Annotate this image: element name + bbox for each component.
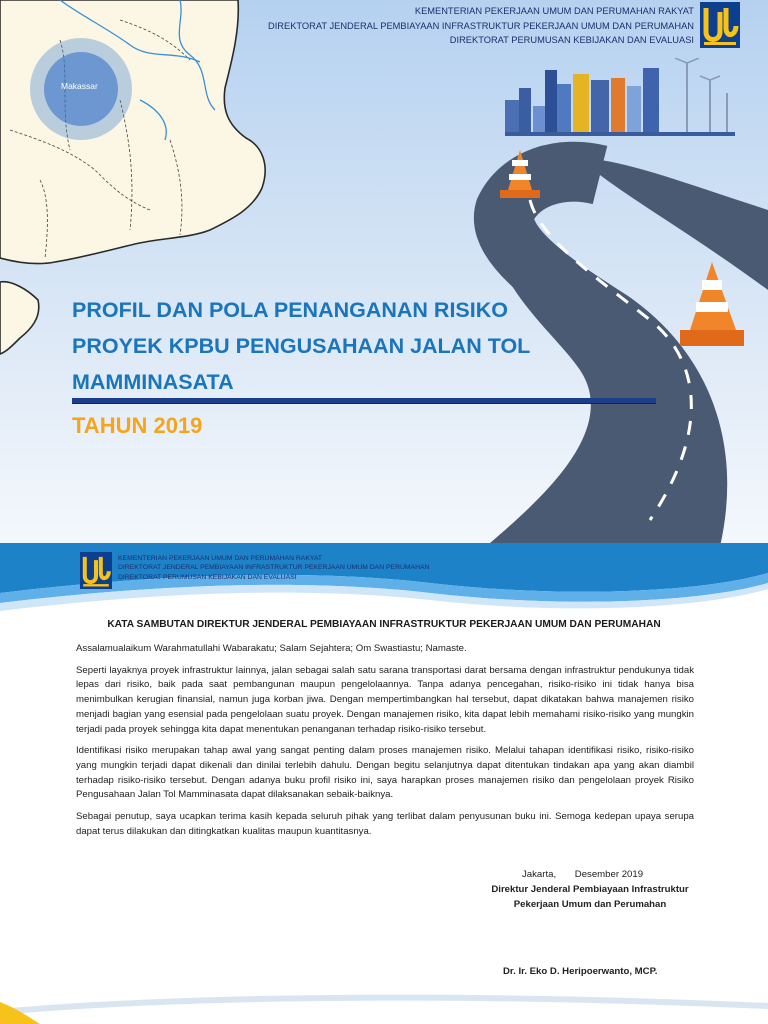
cover-title: [72, 292, 632, 400]
cover-year: TAHUN 2019: [72, 413, 203, 438]
foreword-page: [0, 543, 768, 1024]
foreword-paragraph: Seperti layaknya proyek infrastruktur lainnya, jalan sebagai salah satu sarana transportasi darat bersama dengan infrastruktur pendukunya tidak lepas dari risiko, baik pada saat pembangunan maupun pengelolaannya. Tanpa adanya pencegahan, risiko-risiko ini tidak hanya bisa menimbulkan kerugian finansial, namun juga korban jiwa. Dengan mempertimbangkan hal tersebut, dapat dikatakan bahwa manajemen risiko menjadi bagian yang esensial pada pengelolaan suatu proyek. Dengan manajemen risiko, kita dapat lebih memahami risiko-risiko yang mungkin terjadi pada proyek sehingga kita dapat menentukan penanganan terhadap risiko-risiko tersebut.: [76, 664, 694, 735]
ministry-line: DIREKTORAT JENDERAL PEMBIAYAAN INFRASTRUKTUR PEKERJAAN UMUM DAN PERUMAHAN: [268, 20, 694, 31]
cover-title-line: MAMMINASATA: [72, 370, 234, 394]
cover-ministry-header: [268, 4, 694, 48]
map-label-makassar: Makassar: [61, 81, 98, 91]
foreword-body: [76, 642, 694, 846]
signer-role: [440, 883, 740, 912]
place-date: Jakarta, Desember 2019: [522, 869, 644, 880]
page-ministry-header: [118, 554, 429, 582]
ministry-line: DIREKTORAT PERUMUSAN KEBIJAKAN DAN EVALUASI: [449, 35, 694, 45]
ministry-line: DIREKTORAT JENDERAL PEMBIAYAAN INFRASTRUKTUR PEKERJAAN UMUM DAN PERUMAHAN: [118, 564, 430, 572]
ministry-line: KEMENTERIAN PEKERJAAN UMUM DAN PERUMAHAN RAKYAT: [414, 6, 694, 16]
traffic-cone-large: [680, 262, 744, 346]
foreword-title: KATA SAMBUTAN DIREKTUR JENDERAL PEMBIAYAAN INFRASTRUKTUR PEKERJAAN UMUM DAN PERUMAHAN: [107, 619, 661, 630]
signer-role-line: Pekerjaan Umum dan Perumahan: [513, 898, 667, 910]
title-divider: [72, 398, 656, 403]
ministry-line: KEMENTERIAN PEKERJAAN UMUM DAN PERUMAHAN RAKYAT: [118, 555, 323, 562]
pupr-logo-icon: [700, 2, 740, 48]
ministry-line: DIREKTORAT PERUMUSAN KEBIJAKAN DAN EVALUASI: [118, 573, 297, 581]
cover-title-line: PROFIL DAN POLA PENANGANAN RISIKO: [72, 298, 508, 322]
pupr-logo-small-icon: [80, 552, 112, 589]
footer-wave: [0, 984, 768, 1024]
signer-name: Dr. Ir. Eko D. Heripoerwanto, MCP.: [503, 966, 658, 977]
cover-title-line: PROYEK KPBU PENGUSAHAAN JALAN TOL: [72, 334, 531, 358]
foreword-paragraph: Assalamualaikum Warahmatullahi Wabarakatu; Salam Sejahtera; Om Swastiastu; Namaste.: [76, 643, 467, 654]
signer-role-line: Direktur Jenderal Pembiayaan Infrastruktur: [491, 884, 689, 895]
foreword-paragraph: Sebagai penutup, saya ucapkan terima kasih kepada seluruh pihak yang terlibat dalam penyusunan buku ini. Semoga kedepan upaya serupa dapat terus dilakukan dan ditingkatkan kualitas maupun kuantitasnya.: [76, 811, 694, 837]
foreword-paragraph: Identifikasi risiko merupakan tahap awal yang sangat penting dalam proses manajemen risiko. Melalui tahapan identifikasi risiko, risiko-risiko yang mungkin terjadi dapat dikenali dan dinilai terlebih dahulu. Dengan begitu selanjutnya dapat ditentukan tindakan apa yang akan diambil terhadap risiko-risiko tersebut. Dengan adanya buku profil risiko ini, saya harapkan proses manajemen risiko dan pengelolaan proyek Risiko Pengusahaan Jalan Tol Mamminasata dapat dilaksanakan sebaik-baiknya.: [76, 745, 694, 801]
